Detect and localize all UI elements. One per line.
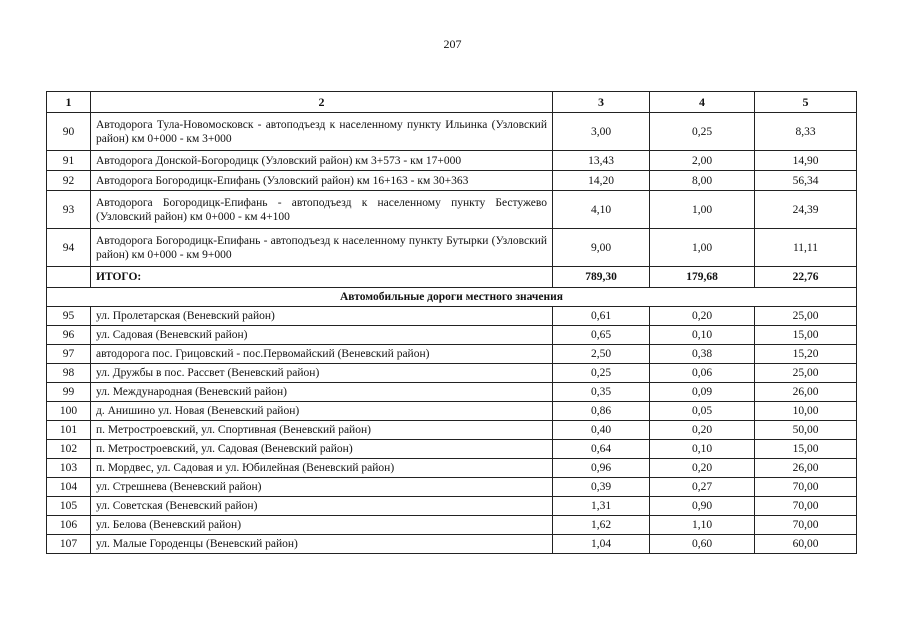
table-row bbox=[47, 440, 857, 459]
page-number: 207 bbox=[443, 37, 462, 51]
col-4-value: 0,27 bbox=[650, 478, 755, 497]
col-4-value: 1,10 bbox=[650, 516, 755, 535]
col-5-value: 60,00 bbox=[755, 535, 857, 554]
col-4-value: 0,60 bbox=[650, 535, 755, 554]
road-name: ул. Малые Городенцы (Веневский район) bbox=[91, 535, 553, 554]
col-4-value: 0,09 bbox=[650, 383, 755, 402]
col-5-value: 26,00 bbox=[755, 459, 857, 478]
row-number: 107 bbox=[47, 535, 91, 554]
col-5-value: 15,20 bbox=[755, 345, 857, 364]
road-name: п. Метростроевский, ул. Садовая (Веневский район) bbox=[91, 440, 553, 459]
col-4-value: 0,20 bbox=[650, 421, 755, 440]
table-row bbox=[47, 478, 857, 497]
regional-roads-body bbox=[47, 113, 857, 267]
row-number: 97 bbox=[47, 345, 91, 364]
row-number: 93 bbox=[47, 191, 91, 229]
col-4-value: 0,25 bbox=[650, 113, 755, 151]
row-number: 96 bbox=[47, 326, 91, 345]
col-5-value: 24,39 bbox=[755, 191, 857, 229]
col-5-value: 15,00 bbox=[755, 440, 857, 459]
length-value: 4,10 bbox=[553, 191, 650, 229]
table-row bbox=[47, 516, 857, 535]
total-number-cell bbox=[47, 267, 91, 288]
col-5-value: 50,00 bbox=[755, 421, 857, 440]
col-5-value: 10,00 bbox=[755, 402, 857, 421]
col-4-value: 0,20 bbox=[650, 459, 755, 478]
table-row bbox=[47, 402, 857, 421]
road-name: ул. Пролетарская (Веневский район) bbox=[91, 307, 553, 326]
length-value: 0,86 bbox=[553, 402, 650, 421]
col-5-value: 8,33 bbox=[755, 113, 857, 151]
header-col-1: 1 bbox=[47, 92, 91, 113]
road-name: ул. Стрешнева (Веневский район) bbox=[91, 478, 553, 497]
total-col-4: 179,68 bbox=[650, 267, 755, 288]
length-value: 1,31 bbox=[553, 497, 650, 516]
table-row bbox=[47, 229, 857, 267]
length-value: 0,96 bbox=[553, 459, 650, 478]
length-value: 0,61 bbox=[553, 307, 650, 326]
col-4-value: 0,90 bbox=[650, 497, 755, 516]
road-name: п. Метростроевский, ул. Спортивная (Веневский район) bbox=[91, 421, 553, 440]
row-number: 103 bbox=[47, 459, 91, 478]
total-col-3: 789,30 bbox=[553, 267, 650, 288]
header-col-3: 3 bbox=[553, 92, 650, 113]
header-col-4: 4 bbox=[650, 92, 755, 113]
col-4-value: 0,10 bbox=[650, 440, 755, 459]
row-number: 101 bbox=[47, 421, 91, 440]
col-5-value: 25,00 bbox=[755, 307, 857, 326]
col-5-value: 56,34 bbox=[755, 171, 857, 191]
table-row bbox=[47, 421, 857, 440]
table-row bbox=[47, 497, 857, 516]
row-number: 94 bbox=[47, 229, 91, 267]
length-value: 14,20 bbox=[553, 171, 650, 191]
table-row bbox=[47, 326, 857, 345]
col-4-value: 8,00 bbox=[650, 171, 755, 191]
table-row bbox=[47, 459, 857, 478]
col-5-value: 26,00 bbox=[755, 383, 857, 402]
total-label: ИТОГО: bbox=[91, 267, 553, 288]
section-title: Автомобильные дороги местного значения bbox=[47, 288, 857, 307]
length-value: 0,40 bbox=[553, 421, 650, 440]
local-roads-body bbox=[47, 307, 857, 554]
road-name: Автодорога Богородицк-Епифань - автоподъезд к населенному пункту Бутырки (Узловский район) км 0+000 - км 9+000 bbox=[91, 229, 553, 267]
length-value: 1,62 bbox=[553, 516, 650, 535]
col-4-value: 0,38 bbox=[650, 345, 755, 364]
row-number: 104 bbox=[47, 478, 91, 497]
table-row bbox=[47, 535, 857, 554]
col-4-value: 0,05 bbox=[650, 402, 755, 421]
road-name: ул. Садовая (Веневский район) bbox=[91, 326, 553, 345]
col-4-value: 0,06 bbox=[650, 364, 755, 383]
table-row bbox=[47, 151, 857, 171]
road-name: автодорога пос. Грицовский - пос.Первомайский (Веневский район) bbox=[91, 345, 553, 364]
col-4-value: 1,00 bbox=[650, 191, 755, 229]
row-number: 105 bbox=[47, 497, 91, 516]
col-5-value: 70,00 bbox=[755, 497, 857, 516]
col-5-value: 70,00 bbox=[755, 478, 857, 497]
table-row bbox=[47, 191, 857, 229]
road-name: Автодорога Богородицк-Епифань - автоподъезд к населенному пункту Бестужево (Узловский район) км 0+000 - км 4+100 bbox=[91, 191, 553, 229]
table-row bbox=[47, 171, 857, 191]
total-body bbox=[47, 267, 857, 307]
road-name: д. Анишино ул. Новая (Веневский район) bbox=[91, 402, 553, 421]
road-name: п. Мордвес, ул. Садовая и ул. Юбилейная (Веневский район) bbox=[91, 459, 553, 478]
table-row bbox=[47, 364, 857, 383]
length-value: 0,25 bbox=[553, 364, 650, 383]
table-row bbox=[47, 307, 857, 326]
road-name: ул. Белова (Веневский район) bbox=[91, 516, 553, 535]
road-name: ул. Советская (Веневский район) bbox=[91, 497, 553, 516]
road-name: ул. Международная (Веневский район) bbox=[91, 383, 553, 402]
row-number: 99 bbox=[47, 383, 91, 402]
length-value: 3,00 bbox=[553, 113, 650, 151]
road-name: Автодорога Тула-Новомосковск - автоподъезд к населенному пункту Ильинка (Узловский район) км 0+000 - км 3+000 bbox=[91, 113, 553, 151]
row-number: 106 bbox=[47, 516, 91, 535]
header-col-2: 2 bbox=[91, 92, 553, 113]
row-number: 92 bbox=[47, 171, 91, 191]
length-value: 9,00 bbox=[553, 229, 650, 267]
col-5-value: 70,00 bbox=[755, 516, 857, 535]
header-col-5: 5 bbox=[755, 92, 857, 113]
length-value: 13,43 bbox=[553, 151, 650, 171]
row-number: 90 bbox=[47, 113, 91, 151]
length-value: 1,04 bbox=[553, 535, 650, 554]
road-name: Автодорога Богородицк-Епифань (Узловский район) км 16+163 - км 30+363 bbox=[91, 171, 553, 191]
section-row bbox=[47, 288, 857, 307]
col-5-value: 25,00 bbox=[755, 364, 857, 383]
col-4-value: 0,20 bbox=[650, 307, 755, 326]
length-value: 0,39 bbox=[553, 478, 650, 497]
row-number: 100 bbox=[47, 402, 91, 421]
col-5-value: 11,11 bbox=[755, 229, 857, 267]
length-value: 0,65 bbox=[553, 326, 650, 345]
col-5-value: 15,00 bbox=[755, 326, 857, 345]
roads-table bbox=[46, 91, 857, 554]
header-row bbox=[47, 92, 857, 113]
row-number: 95 bbox=[47, 307, 91, 326]
row-number: 91 bbox=[47, 151, 91, 171]
total-row bbox=[47, 267, 857, 288]
col-4-value: 0,10 bbox=[650, 326, 755, 345]
col-4-value: 2,00 bbox=[650, 151, 755, 171]
road-name: Автодорога Донской-Богородицк (Узловский район) км 3+573 - км 17+000 bbox=[91, 151, 553, 171]
total-col-5: 22,76 bbox=[755, 267, 857, 288]
table-row bbox=[47, 345, 857, 364]
length-value: 0,64 bbox=[553, 440, 650, 459]
length-value: 2,50 bbox=[553, 345, 650, 364]
table-row bbox=[47, 113, 857, 151]
row-number: 102 bbox=[47, 440, 91, 459]
col-5-value: 14,90 bbox=[755, 151, 857, 171]
row-number: 98 bbox=[47, 364, 91, 383]
col-4-value: 1,00 bbox=[650, 229, 755, 267]
length-value: 0,35 bbox=[553, 383, 650, 402]
table-row bbox=[47, 383, 857, 402]
road-name: ул. Дружбы в пос. Рассвет (Веневский район) bbox=[91, 364, 553, 383]
